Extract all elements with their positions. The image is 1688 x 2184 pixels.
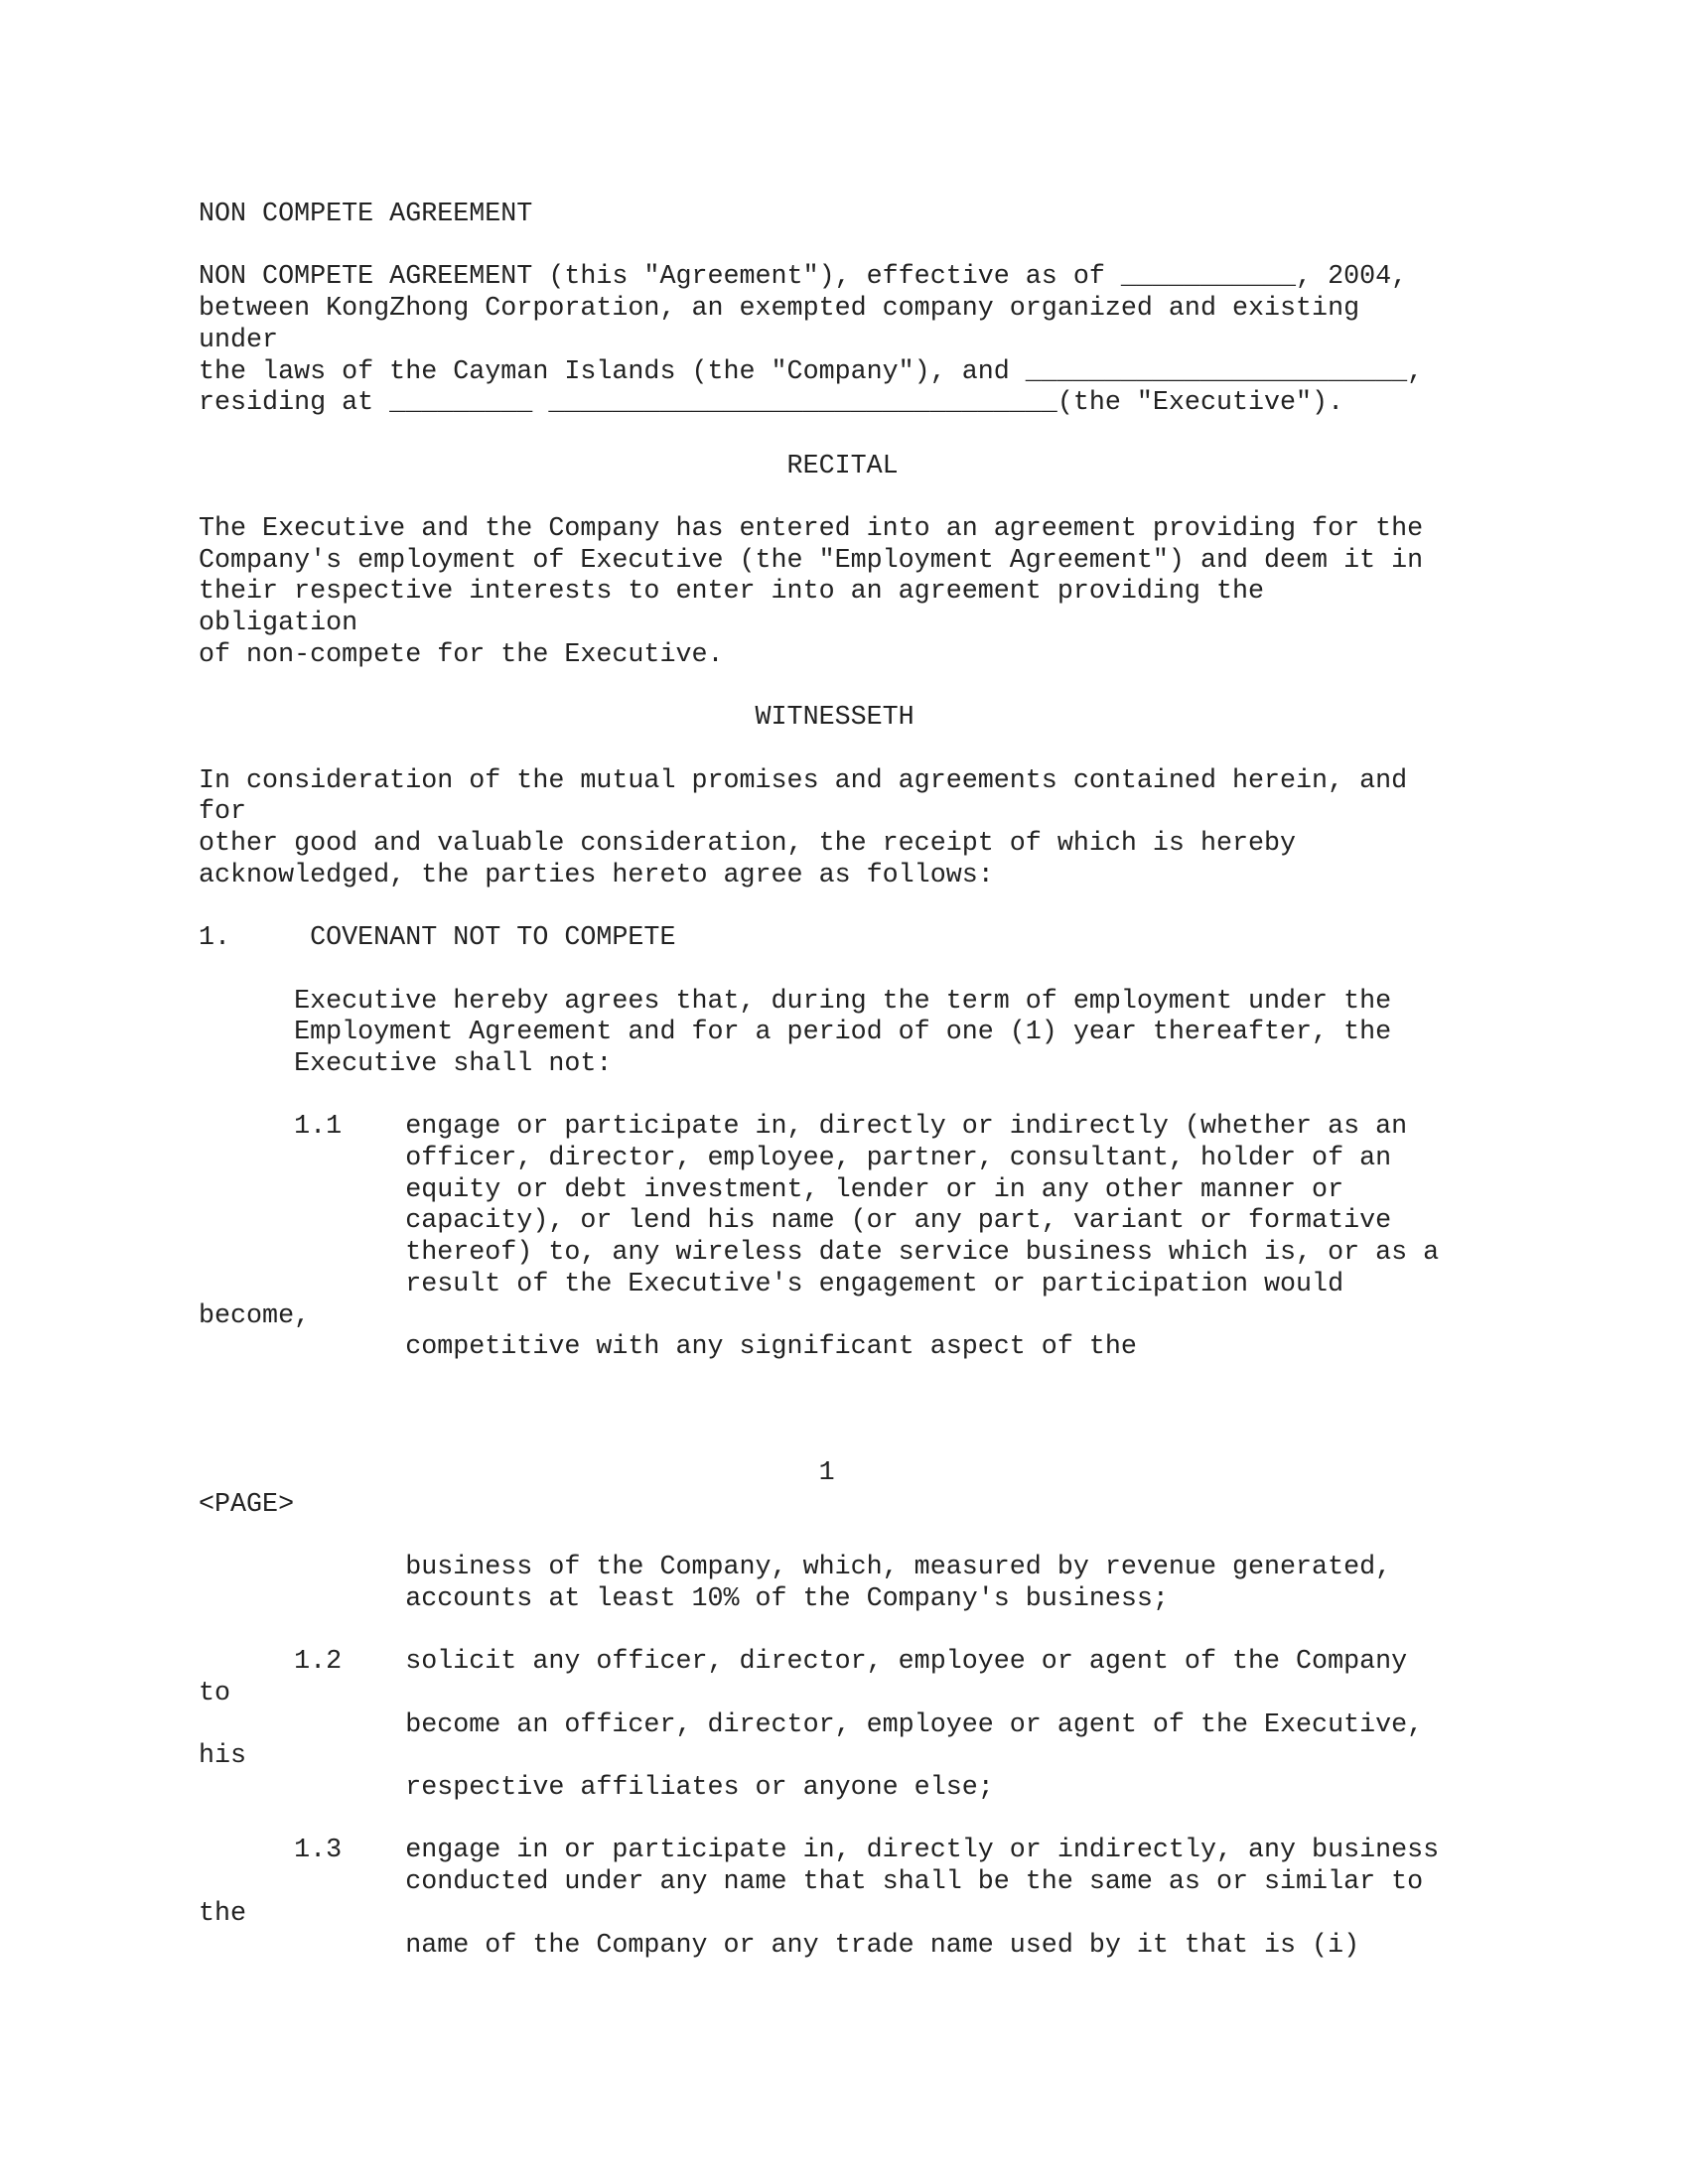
text-line: business of the Company, which, measured by revenue generated, [199, 1553, 1392, 1583]
text-line: obligation [199, 609, 358, 639]
text-line: name of the Company or any trade name used by it that is (i) [199, 1930, 1360, 1961]
text-line: the [199, 1898, 247, 1929]
text-line: conducted under any name that shall be the same as or similar to [199, 1867, 1424, 1898]
text-line: residing at _________ ________________________________(the "Executive"). [199, 388, 1344, 419]
text-line: 1 [199, 1458, 835, 1488]
text-line: Executive shall not: [199, 1048, 613, 1079]
text-line: RECITAL [199, 451, 899, 481]
text-line: other good and valuable consideration, the receipt of which is hereby [199, 829, 1297, 859]
text-line: officer, director, employee, partner, consultant, holder of an [199, 1144, 1392, 1173]
text-line: become an officer, director, employee or agent of the Executive, [199, 1709, 1424, 1740]
text-line: Employment Agreement and for a period of one (1) year thereafter, the [199, 1018, 1392, 1048]
text-line: 1. COVENANT NOT TO COMPETE [199, 923, 676, 954]
text-line: become, [199, 1300, 311, 1331]
text-line: accounts at least 10% of the Company's business; [199, 1583, 1169, 1614]
text-line: WITNESSETH [199, 703, 914, 734]
text-line: competitive with any significant aspect of the [199, 1332, 1137, 1363]
text-line: thereof) to, any wireless date service business which is, or as a [199, 1238, 1440, 1269]
text-line: 1.1 engage or participate in, directly or indirectly (whether as an [199, 1112, 1408, 1143]
text-line: 1.3 engage in or participate in, directly or indirectly, any business [199, 1836, 1440, 1866]
text-line: result of the Executive's engagement or participation would [199, 1269, 1344, 1299]
text-line: respective affiliates or anyone else; [199, 1773, 994, 1803]
text-line: NON COMPETE AGREEMENT (this "Agreement"), effective as of ___________, 2004, [199, 262, 1408, 293]
text-line: acknowledged, the parties hereto agree as follows: [199, 860, 994, 890]
text-line: for [199, 797, 247, 828]
text-line: of non-compete for the Executive. [199, 639, 724, 670]
text-line: under [199, 325, 279, 355]
text-line: Company's employment of Executive (the "Employment Agreement") and deem it in [199, 545, 1424, 576]
text-line: their respective interests to enter into an agreement providing the [199, 577, 1265, 608]
text-line: The Executive and the Company has entered into an agreement providing for the [199, 514, 1424, 544]
text-line: NON COMPETE AGREEMENT [199, 200, 533, 229]
text-line: to [199, 1678, 231, 1708]
text-line: equity or debt investment, lender or in any other manner or [199, 1174, 1344, 1205]
text-line: 1.2 solicit any officer, director, employee or agent of the Company [199, 1647, 1408, 1678]
text-line: Executive hereby agrees that, during the term of employment under the [199, 986, 1392, 1017]
text-line: In consideration of the mutual promises and agreements contained herein, and [199, 765, 1408, 796]
text-line: his [199, 1741, 247, 1772]
text-line: the laws of the Cayman Islands (the "Company"), and ________________________, [199, 356, 1424, 387]
text-line: <PAGE> [199, 1489, 295, 1520]
text-line: capacity), or lend his name (or any part, variant or formative [199, 1206, 1392, 1237]
text-line: between KongZhong Corporation, an exempted company organized and existing [199, 294, 1360, 325]
